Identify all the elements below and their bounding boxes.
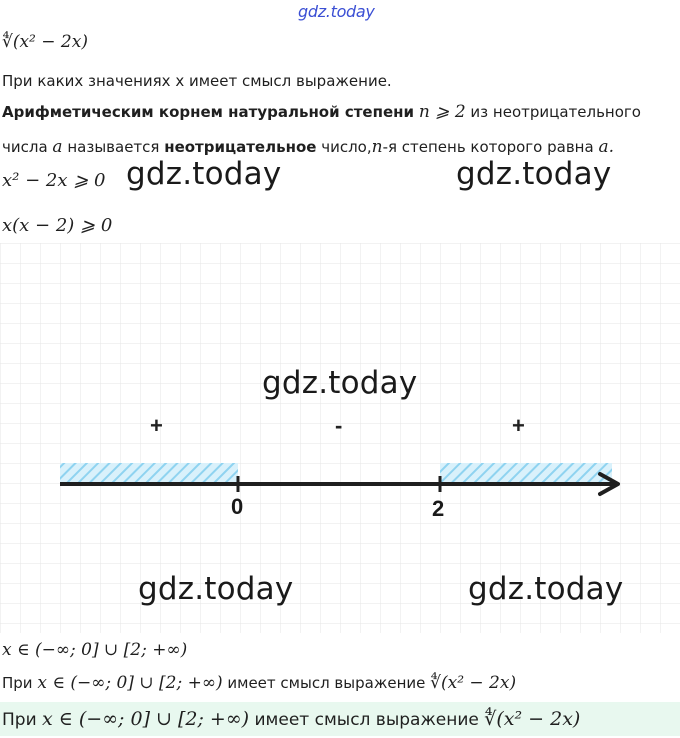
point-label-2: 2: [432, 496, 445, 521]
a-variable: a: [52, 137, 63, 157]
n-condition: n ⩾ 2: [418, 102, 466, 122]
sign-middle: -: [335, 413, 343, 438]
answer-expression: ∜(x² − 2x): [430, 673, 517, 693]
definition-text-3: называется: [67, 138, 160, 156]
solution-set: x ∈ (−∞; 0] ∪ [2; +∞): [2, 640, 188, 660]
answer-suffix: имеет смысл выражение: [254, 710, 479, 730]
answer-prefix: При: [2, 674, 33, 692]
definition-text-4: число,: [321, 138, 372, 156]
watermark: gdz.today: [468, 571, 624, 607]
watermark: gdz.today: [126, 156, 282, 192]
definition-text-5: -я степень которого равна: [382, 138, 594, 156]
inequality-1: x² − 2x ⩾ 0: [2, 170, 106, 191]
answer-set: x ∈ (−∞; 0] ∪ [2; +∞): [37, 673, 223, 693]
definition-line-1: [2, 102, 641, 122]
watermark: gdz.today: [456, 156, 612, 192]
sign-right: +: [512, 413, 525, 438]
answer-highlight: [0, 702, 680, 736]
watermark: gdz.today: [138, 571, 294, 607]
sign-left: +: [150, 413, 163, 438]
point-label-0: 0: [231, 494, 244, 519]
definition-bold: Арифметическим корнем натуральной степени: [2, 103, 415, 121]
answer-expression: ∜(x² − 2x): [484, 708, 581, 730]
definition-bold-2: неотрицательное: [164, 138, 317, 156]
answer-line-2: [0, 702, 680, 736]
top-watermark: gdz.today: [298, 2, 375, 21]
shade-right: [440, 463, 612, 484]
answer-line-1: [2, 673, 516, 693]
root-expression: ∜(x² − 2x): [2, 32, 88, 52]
a-variable-end: a.: [598, 137, 614, 157]
definition-text-2: числа: [2, 138, 48, 156]
shade-left: [60, 463, 238, 484]
answer-set: x ∈ (−∞; 0] ∪ [2; +∞): [42, 708, 250, 730]
definition-line-2: [2, 137, 614, 157]
n-variable: n: [371, 137, 383, 157]
inequality-2: x(x − 2) ⩾ 0: [2, 215, 113, 236]
watermark: gdz.today: [262, 365, 418, 401]
number-line-figure: [0, 243, 680, 633]
question-text: При каких значениях x имеет смысл выражение.: [2, 72, 392, 90]
definition-text-1: из неотрицательного: [470, 103, 641, 121]
answer-prefix: При: [2, 710, 37, 730]
answer-suffix: имеет смысл выражение: [227, 674, 426, 692]
